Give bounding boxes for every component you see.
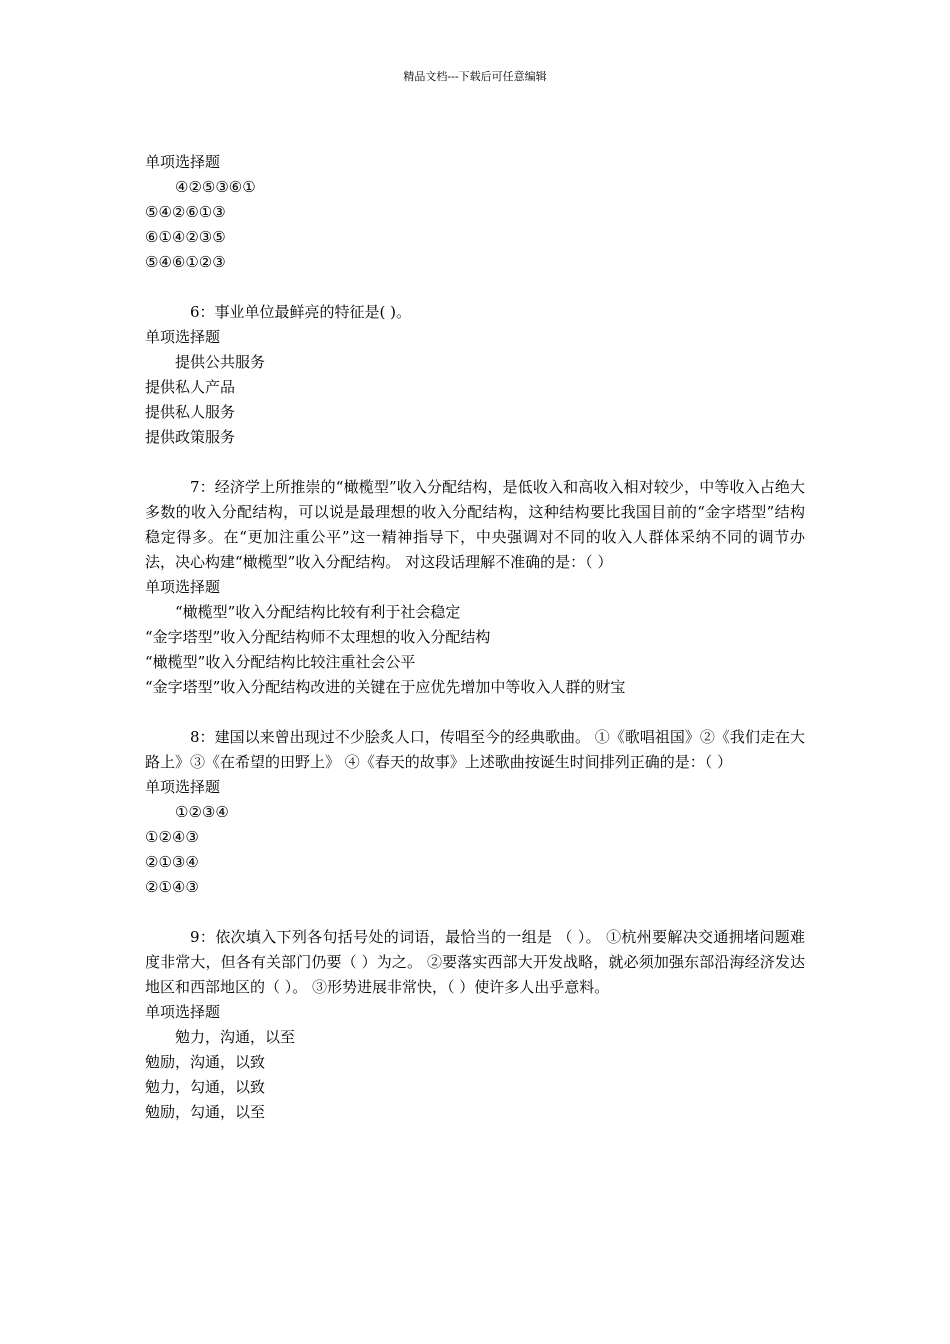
page-header: 精品文档---下载后可任意编辑	[403, 70, 547, 83]
option: ②①③④	[145, 853, 199, 871]
question-block	[145, 725, 805, 900]
option: 提供私人服务	[145, 403, 236, 421]
option: 勉励，勾通，以至	[145, 1103, 266, 1121]
option: ⑤④②⑥①③	[145, 203, 226, 221]
option: ①②④③	[145, 828, 199, 846]
option: ⑥①④②③⑤	[145, 228, 226, 246]
question-type: 单项选择题	[145, 328, 221, 346]
option: ⑤④⑥①②③	[145, 253, 226, 271]
option: 提供政策服务	[145, 428, 236, 446]
question-text: 8：建国以来曾出现过不少脍炙人口，传唱至今的经典歌曲。 ①《歌唱祖国》②《我们走在大路上》③《在希望的田野上》 ④《春天的故事》上述歌曲按诞生时间排列正确的是：（ ）	[145, 728, 805, 771]
option: 勉励，沟通，以致	[145, 1053, 266, 1071]
option: 勉力，沟通，以至	[175, 1028, 296, 1046]
question-type: 单项选择题	[145, 153, 221, 171]
option: ①②③④	[175, 803, 229, 821]
option: “橄榄型”收入分配结构比较有利于社会稳定	[175, 603, 461, 621]
question-text: 7：经济学上所推崇的“橄榄型”收入分配结构，是低收入和高收入相对较少，中等收入占绝大多数的收入分配结构，可以说是最理想的收入分配结构，这种结构要比我国目前的“金字塔型”结构稳定得多。在“更加注重公平”这一精神指导下，中央强调对不同的收入人群体采纳不同的调节办法，决心构建“橄榄型”收入分配结构。 对这段话理解不准确的是：（ ）	[145, 478, 805, 571]
question-type: 单项选择题	[145, 1003, 221, 1021]
document-content	[145, 150, 805, 1150]
question-block	[145, 150, 805, 275]
option: “金字塔型”收入分配结构师不太理想的收入分配结构	[145, 628, 491, 646]
question-type: 单项选择题	[145, 778, 221, 796]
option: 提供公共服务	[175, 353, 266, 371]
question-text: 9：依次填入下列各句括号处的词语，最恰当的一组是 （ ）。 ①杭州要解决交通拥堵问题难度非常大，但各有关部门仍要（ ）为之。 ②要落实西部大开发战略，就必须加强东部沿海经济发达地区和西部地区的（ ）。 ③形势进展非常快，（ ）使许多人出乎意料。	[145, 928, 805, 996]
option: ②①④③	[145, 878, 199, 896]
option: “橄榄型”收入分配结构比较注重社会公平	[145, 653, 416, 671]
option: 勉力，勾通，以致	[145, 1078, 266, 1096]
option: “金字塔型”收入分配结构改进的关键在于应优先增加中等收入人群的财宝	[145, 678, 626, 696]
option: ④②⑤③⑥①	[175, 178, 256, 196]
question-block	[145, 925, 805, 1125]
question-text: 6：事业单位最鲜亮的特征是( )。	[190, 303, 412, 321]
question-block	[145, 475, 805, 700]
question-type: 单项选择题	[145, 578, 221, 596]
option: 提供私人产品	[145, 378, 236, 396]
question-block	[145, 300, 805, 450]
